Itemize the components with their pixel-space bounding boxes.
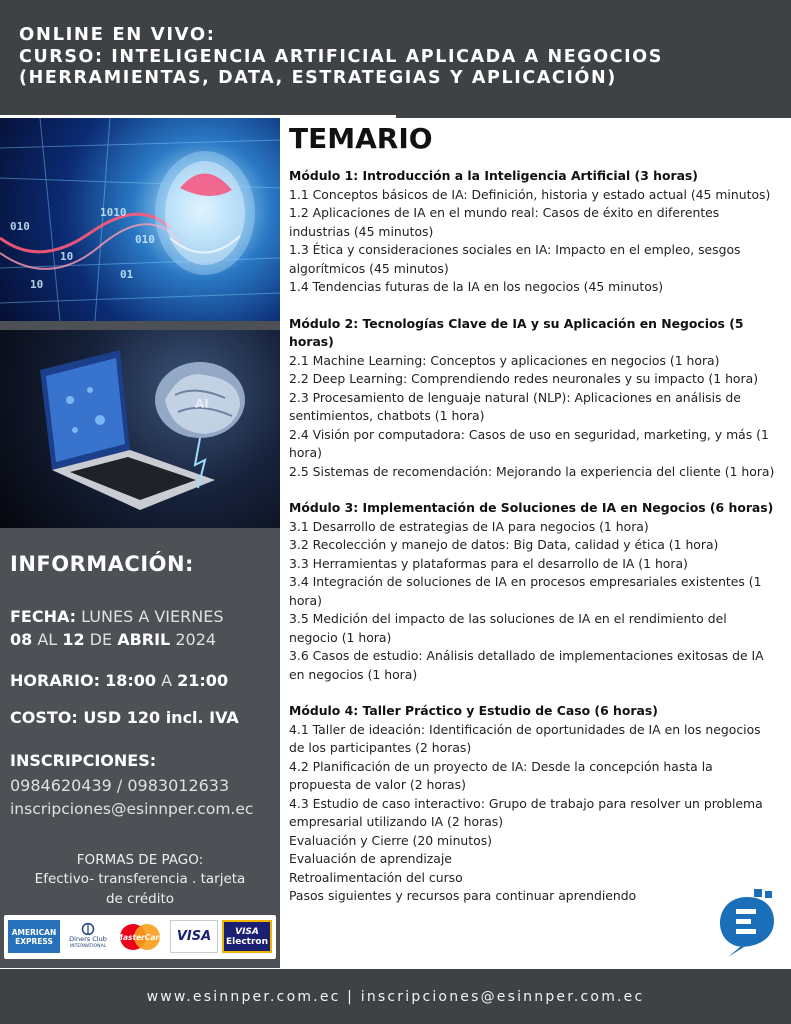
temario-content — [289, 120, 779, 906]
payment-line-2: de crédito — [105, 891, 175, 907]
module-4-item-6: Retroalimentación del curso — [289, 869, 463, 885]
horario-label: HORARIO: — [10, 671, 100, 690]
laptop-brain-illustration — [0, 330, 280, 528]
module-3-title: Módulo 3: Implementación de Soluciones de IA en Negocios (6 horas) — [289, 500, 774, 515]
payment-title: FORMAS DE PAGO: — [76, 852, 204, 868]
info-title: INFORMACIÓN: — [10, 552, 194, 576]
date-month: ABRIL — [117, 630, 171, 649]
payment-cards-strip — [4, 915, 276, 959]
amex-card-logo — [8, 920, 60, 953]
visa-electron-line-2: Electron — [225, 936, 268, 947]
module-3 — [289, 499, 779, 684]
left-info-panel — [0, 118, 280, 968]
module-2-item-2: 2.2 Deep Learning: Comprendiendo redes neuronales y su impacto (1 hora) — [289, 371, 759, 386]
diners-line-1: Diners Club — [69, 934, 107, 943]
inscripciones-label-line — [10, 751, 156, 770]
mastercard-icon — [115, 922, 165, 952]
costo-line — [10, 708, 239, 727]
date-al: AL — [37, 630, 58, 649]
module-4-item-3: 4.3 Estudio de caso interactivo: Grupo de trabajo para resolver un problema empresarial utilizando IA (2 horas) — [289, 795, 763, 829]
digit-label-1: 10 — [60, 250, 74, 263]
digit-label-2: 1010 — [100, 206, 127, 219]
header-line-2: CURSO: INTELIGENCIA ARTIFICIAL APLICADA A NEGOCIOS — [19, 47, 663, 67]
horario-end: 21:00 — [177, 671, 229, 690]
module-3-item-3: 3.3 Herramientas y plataformas para el desarrollo de IA (1 hora) — [289, 555, 688, 571]
header-line-1: ONLINE EN VIVO: — [19, 24, 216, 45]
digit-label-5: 010 — [135, 233, 155, 246]
module-1 — [289, 167, 779, 297]
esinnper-logo-icon — [716, 887, 778, 959]
date-line — [10, 630, 216, 649]
temario-title: TEMARIO — [289, 122, 433, 155]
ai-head-image — [0, 118, 280, 321]
module-2-title: Módulo 2: Tecnologías Clave de IA y su Aplicación en Negocios (5 horas) — [289, 315, 744, 349]
visa-electron-card-logo — [222, 920, 272, 953]
date-de: DE — [89, 630, 113, 649]
date-day-end: 12 — [62, 630, 85, 649]
module-1-item-2: 1.2 Aplicaciones de IA en el mundo real: Casos de éxito en diferentes industrias (45 minutos) — [289, 205, 720, 239]
visa-card-logo — [170, 920, 218, 953]
header-band — [0, 0, 791, 115]
mastercard-logo — [115, 920, 165, 953]
module-2-item-3: 2.3 Procesamiento de lenguaje natural (NLP): Aplicaciones en análisis de sentimientos, chatbots (1 hora) — [289, 389, 741, 423]
module-4-item-7: Pasos siguientes y recursos para continuar aprendiendo — [289, 888, 637, 903]
inscripciones-label: INSCRIPCIONES: — [10, 751, 157, 770]
mastercard-text: MasterCard — [115, 932, 165, 942]
visa-text: VISA — [176, 929, 212, 944]
module-4-item-5: Evaluación de aprendizaje — [289, 851, 452, 866]
costo-text: COSTO: USD 120 incl. IVA — [10, 708, 239, 727]
phone-numbers: 0984620439 / 0983012633 — [10, 776, 230, 795]
footer-band — [0, 969, 791, 1024]
module-3-item-4: 3.4 Integración de soluciones de IA en procesos empresariales existentes (1 hora) — [289, 574, 762, 608]
module-2-item-1: 2.1 Machine Learning: Conceptos y aplicaciones en negocios (1 hora) — [289, 352, 720, 368]
visa-electron-line-1: VISA — [235, 926, 259, 937]
module-4-item-2: 4.2 Planificación de un proyecto de IA: Desde la concepción hasta la propuesta de valor (2 horas) — [289, 758, 713, 792]
module-4-item-4: Evaluación y Cierre (20 minutos) — [289, 832, 493, 848]
horario-line — [10, 671, 228, 690]
email-address: inscripciones@esinnper.com.ec — [10, 800, 254, 818]
diners-circle-icon — [81, 923, 95, 935]
amex-line-1: AMERICAN — [11, 927, 57, 937]
module-1-item-4: 1.4 Tendencias futuras de la IA en los negocios (45 minutos) — [289, 279, 664, 294]
module-2 — [289, 315, 779, 482]
digit-label-4: 01 — [120, 268, 134, 281]
footer-contact[interactable]: www.esinnper.com.ec | inscripciones@esinnper.com.ec — [146, 988, 645, 1005]
header-accent-bar — [396, 112, 791, 118]
fecha-label: FECHA: — [10, 607, 77, 626]
diners-card-logo — [64, 920, 112, 953]
diners-line-2: INTERNATIONAL — [69, 943, 107, 949]
horario-start: 18:00 — [105, 671, 156, 690]
module-4-title: Módulo 4: Taller Práctico y Estudio de Caso (6 horas) — [289, 703, 658, 718]
digit-label-0: 010 — [10, 220, 30, 233]
module-4 — [289, 702, 779, 906]
module-2-item-5: 2.5 Sistemas de recomendación: Mejorando la experiencia del cliente (1 hora) — [289, 463, 775, 479]
phones-line — [10, 776, 229, 795]
fecha-line — [10, 607, 223, 626]
header-line-3: (HERRAMIENTAS, DATA, ESTRATEGIAS Y APLICACIÓN) — [19, 68, 617, 88]
fecha-value: LUNES A VIERNES — [81, 607, 224, 626]
module-1-title: Módulo 1: Introducción a la Inteligencia Artificial (3 horas) — [289, 168, 698, 183]
horario-a: A — [161, 671, 173, 690]
date-year: 2024 — [175, 630, 217, 649]
date-day-start: 08 — [10, 630, 33, 649]
module-1-item-1: 1.1 Conceptos básicos de IA: Definición, historia y estado actual (45 minutos) — [289, 186, 771, 202]
module-1-item-3: 1.3 Ética y consideraciones sociales en IA: Impacto en el empleo, sesgos algorítmicos (45 minutos) — [289, 242, 741, 276]
amex-line-2: EXPRESS — [15, 936, 53, 946]
module-3-item-2: 3.2 Recolección y manejo de datos: Big Data, calidad y ética (1 hora) — [289, 537, 719, 552]
module-3-item-6: 3.6 Casos de estudio: Análisis detallado de implementaciones exitosas de IA en negocios (1 hora) — [289, 648, 764, 682]
payment-line-1: Efectivo- transferencia . tarjeta — [34, 871, 246, 887]
module-2-item-4: 2.4 Visión por computadora: Casos de uso en seguridad, marketing, y más (1 hora) — [289, 426, 769, 460]
digit-label-3: 10 — [30, 278, 44, 291]
module-4-item-1: 4.1 Taller de ideación: Identificación de oportunidades de IA en los negocios de los participantes (2 horas) — [289, 721, 761, 755]
module-3-item-1: 3.1 Desarrollo de estrategias de IA para negocios (1 hora) — [289, 518, 649, 534]
module-3-item-5: 3.5 Medición del impacto de las soluciones de IA en el rendimiento del negocio (1 hora) — [289, 611, 727, 645]
ai-laptop-image — [0, 330, 280, 528]
brain-label: AI — [195, 397, 209, 411]
email-line — [10, 800, 253, 818]
ai-head-illustration — [0, 118, 280, 321]
